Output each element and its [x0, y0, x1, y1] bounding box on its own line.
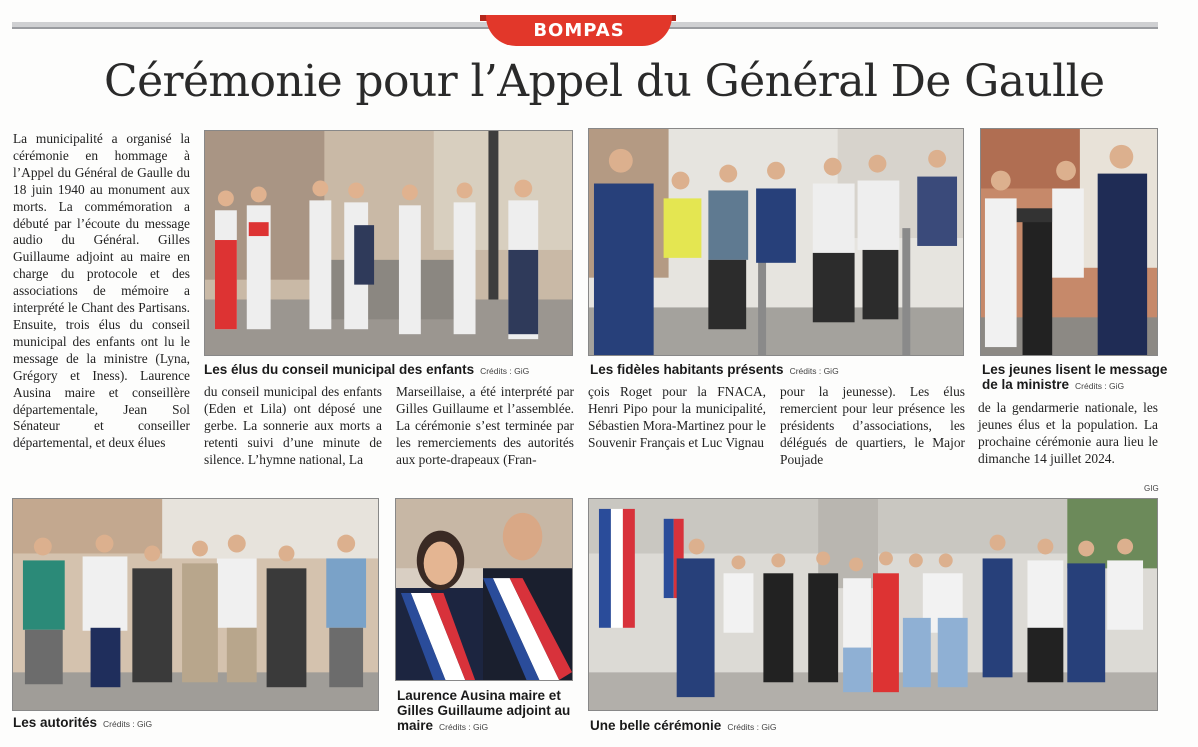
article-text-4: çois Roget pour la FNACA, Henri Pipo pour la municipalité, Sébastien Mora-Martinez pour le Souvenir Français et Luc Vignau: [588, 384, 766, 450]
caption-text-2: Les fidèles habitants présents: [590, 362, 784, 377]
photo-youth-reading: [980, 128, 1158, 356]
credit-6: Crédits : GiG: [727, 722, 777, 732]
photo-residents: [588, 128, 964, 356]
caption-text-5b: Gilles Guillaume adjoint au: [397, 703, 571, 718]
article-column-6: [978, 400, 1158, 468]
caption-text-5c: maire: [397, 718, 434, 733]
article-text-6: de la gendarmerie nationale, les jeunes élus et la population. La prochaine cérémonie aura lieu le dimanche 14 juillet 2024.: [978, 400, 1158, 466]
caption-ceremony: [590, 718, 776, 735]
credit-1: Crédits : GiG: [480, 366, 530, 376]
article-column-3: [396, 384, 574, 469]
article-text-5: pour la jeunesse). Les élus remercient pour leur présence les présidents d’associations, les délégués de quartiers, le Major Poujade: [780, 384, 965, 467]
credit-4: Crédits : GiG: [103, 719, 153, 729]
caption-youth-reading: [982, 362, 1167, 394]
caption-text-5: Laurence Ausina maire et: [397, 688, 561, 703]
caption-text-3b: de la ministre: [982, 377, 1070, 392]
article-text-1: La municipalité a organisé la cérémonie en hommage à l’Appel du Général de Gaulle du 18 juin 1940 au monument aux morts. La commémoration a débuté par l’écoute du message audio du Général. Gilles Guillaume adjoint au maire en charge du protocole et des associations de mémoire a interprété le Chant des Partisans. Ensuite, trois élus du conseil municipal des enfants ont lu le message de la ministre (Lyna, Grégory et Iness). Laurence Ausina maire et conseillère départementale, Jean Sol Sénateur et conseiller départemental, et deux élues: [13, 131, 190, 451]
caption-authorities: [13, 715, 152, 732]
credit-5: Crédits : GiG: [439, 722, 489, 732]
caption-text-3: Les jeunes lisent le message: [982, 362, 1168, 377]
caption-children-council: [204, 362, 529, 379]
article-signature: GIG: [1144, 484, 1159, 493]
caption-mayor-deputy: [397, 688, 570, 735]
article-column-5: [780, 384, 965, 469]
caption-text-1: Les élus du conseil municipal des enfants: [204, 362, 475, 377]
article-column-1: [13, 131, 190, 452]
caption-residents: [590, 362, 839, 379]
credit-2: Crédits : GiG: [789, 366, 839, 376]
article-column-4: [588, 384, 766, 452]
article-column-2: [204, 384, 382, 469]
caption-text-4: Les autorités: [13, 715, 98, 730]
article-text-2: du conseil municipal des enfants (Eden et Lila) ont déposé une gerbe. La sonnerie aux morts a retenti suivi d’une minute de silence. L’hymne national, La: [204, 384, 382, 467]
photo-mayor-deputy: [395, 498, 573, 681]
section-tag: BOMPAS: [486, 15, 672, 46]
photo-children-council: [204, 130, 573, 356]
credit-3: Crédits : GiG: [1075, 381, 1125, 391]
article-text-3: Marseillaise, a été interprété par Gilles Guillaume et l’assemblée. La cérémonie s’est terminée par les remerciements des autorités aux porte-drapeaux (Fran-: [396, 384, 574, 467]
photo-ceremony: [588, 498, 1158, 711]
photo-authorities: [12, 498, 379, 711]
caption-text-6: Une belle cérémonie: [590, 718, 722, 733]
headline: Cérémonie pour l’Appel du Général De Gaulle: [104, 56, 1105, 107]
